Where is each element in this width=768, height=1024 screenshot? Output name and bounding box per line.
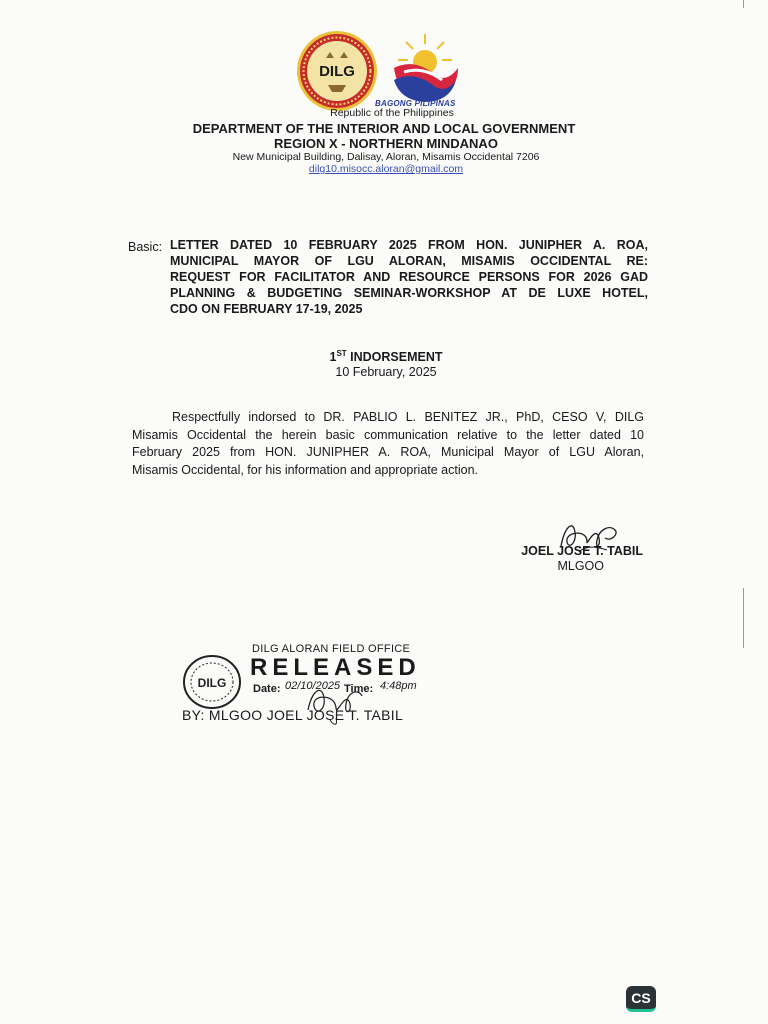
region-name: REGION X - NORTHERN MINDANAO [274,136,498,151]
office-email[interactable] [0,163,768,175]
body-paragraph [132,409,644,479]
indorsement-ordinal-suffix: ST [336,349,347,358]
basic-subject [170,237,648,317]
body-line: February 2025 from HON. JUNIPHER A. ROA, Municipal Mayor of LGU Aloran, [132,445,644,459]
basic-line: LETTER DATED 10 FEBRUARY 2025 FROM HON. JUNIPHER A. ROA, [170,238,648,252]
office-address: New Municipal Building, Dalisay, Aloran, Misamis Occidental 7206 [232,151,540,163]
indorsement-ordinal: 1 [329,350,337,365]
stamp-status: RELEASED [250,654,421,681]
republic-line: Republic of the Philippines [330,107,454,119]
body-line: Misamis Occidental, for his information and appropriate action. [132,462,478,477]
stamp-time-label: Time: [344,683,374,695]
indorsement-label: INDORSEMENT [346,350,443,365]
stamp-office-name: DILG ALORAN FIELD OFFICE [252,643,411,655]
basic-line: REQUEST FOR FACILITATOR AND RESOURCE PERSONS FOR 2026 GAD [170,270,648,284]
svg-text:DILG: DILG [319,63,355,80]
department-name: DEPARTMENT OF THE INTERIOR AND LOCAL GOVERNMENT [192,121,576,136]
bagong-pilipinas-logo [384,28,466,110]
indorsement-title [0,349,768,364]
indorsement-date: 10 February, 2025 [335,365,437,379]
bagong-pilipinas-text: BAGONG PILIPINAS [375,99,456,108]
dilg-seal-logo [296,30,378,112]
basic-line: CDO ON FEBRUARY 17-19, 2025 [170,302,363,316]
stamp-date-value: 02/10/2025 [285,680,341,692]
body-line: Misamis Occidental the herein basic communication relative to the letter dated 10 [132,427,644,442]
signatory-title: MLGOO [557,559,604,573]
email-link[interactable]: dilg10.misocc.aloran@gmail.com [308,163,464,175]
stamp-released-by: BY: MLGOO JOEL JOSE T. TABIL [182,707,404,723]
dilg-stamp-seal [180,652,254,712]
scan-edge-mark [743,588,744,648]
basic-line: PLANNING & BUDGETING SEMINAR-WORKSHOP AT DE LUXE HOTEL, [170,286,648,300]
basic-line: MUNICIPAL MAYOR OF LGU ALORAN, MISAMIS OCCIDENTAL RE: [170,254,648,268]
svg-text:DILG: DILG [197,676,227,690]
stamp-date-label: Date: [253,683,281,695]
signatory-name: JOEL JOSE T. TABIL [521,544,643,558]
body-line: Respectfully indorsed to DR. PABLIO L. BENITEZ JR., PhD, CESO V, DILG [172,410,644,424]
basic-label: Basic: [128,240,163,254]
scan-edge-mark [743,0,744,8]
stamp-time-value: 4:48pm [380,680,417,692]
camscanner-badge-icon[interactable]: CS [626,986,656,1012]
